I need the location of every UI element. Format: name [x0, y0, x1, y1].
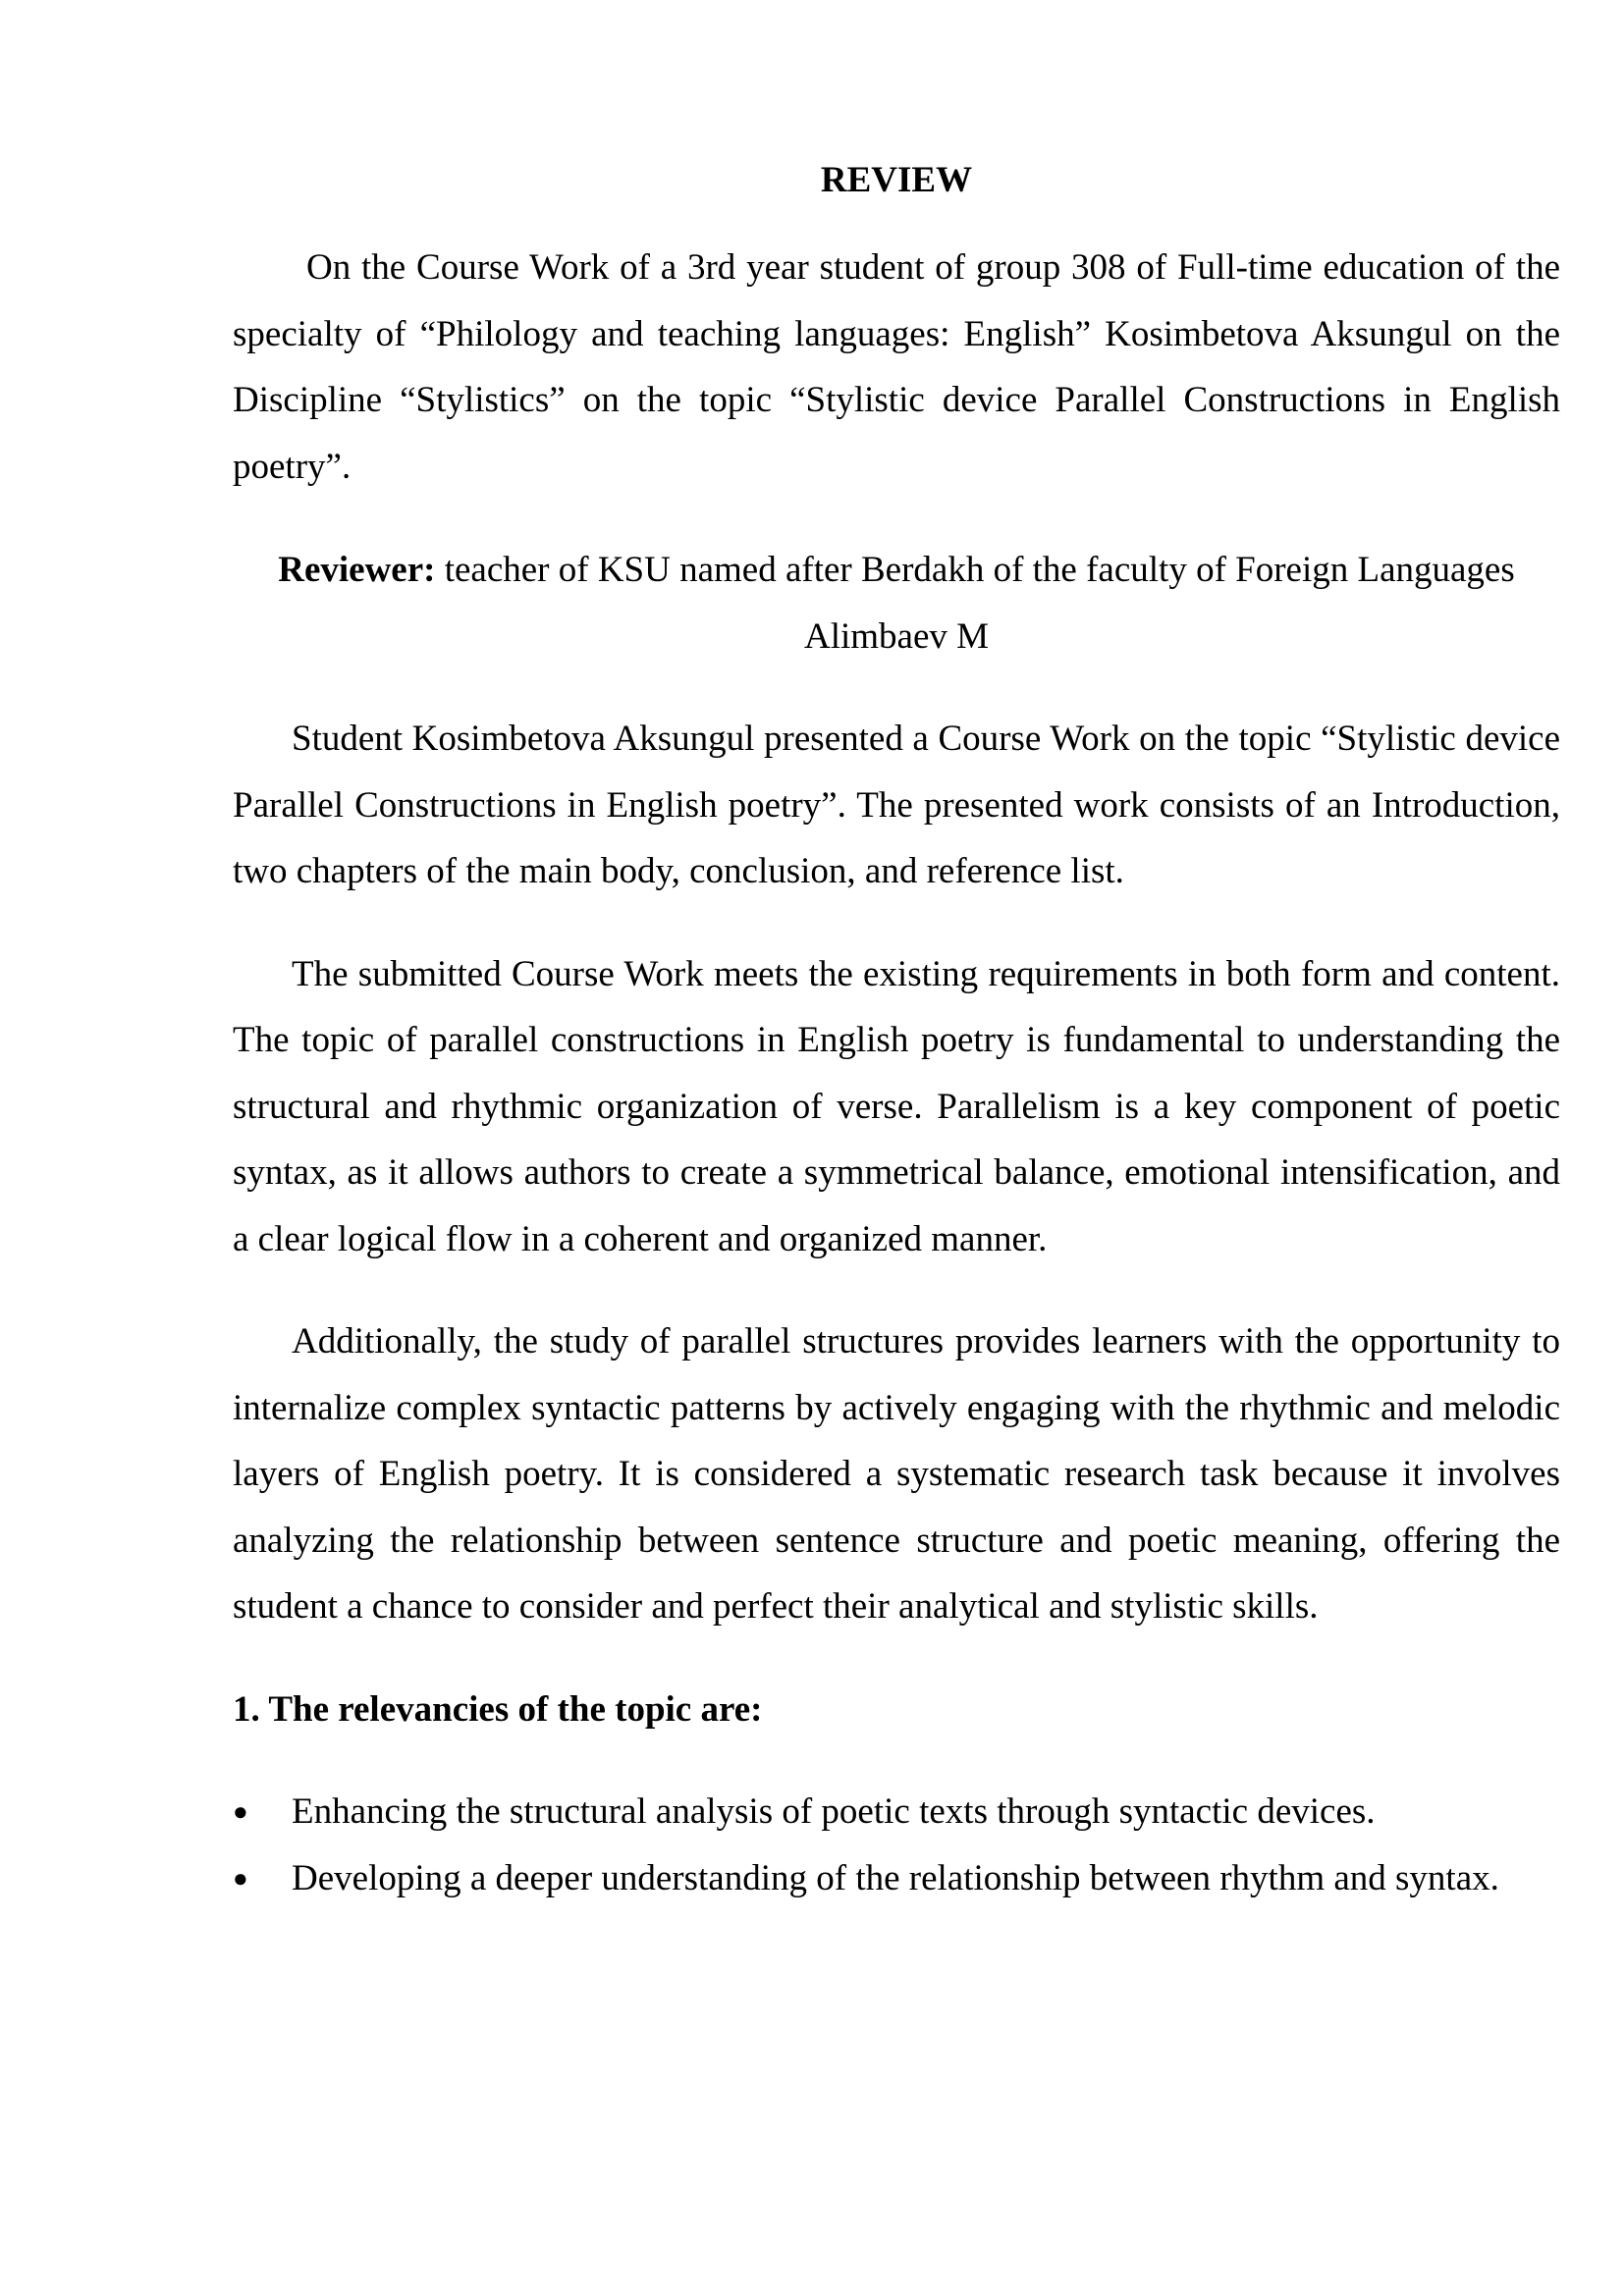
relevancies-list — [233, 1779, 1560, 1911]
reviewer-line — [233, 537, 1560, 669]
list-item-text: Developing a deeper understanding of the relationship between rhythm and syntax. — [292, 1857, 1499, 1898]
bullet-icon: ● — [233, 1797, 248, 1826]
reviewer-description: teacher of KSU named after Berdakh of the faculty of Foreign Languages — [435, 550, 1515, 590]
list-item-text: Enhancing the structural analysis of poetic texts through syntactic devices. — [292, 1791, 1376, 1832]
list-item — [233, 1845, 1560, 1912]
intro-paragraph: On the Course Work of a 3rd year student of group 308 of Full-time education of the specialty of “Philology and teaching languages: English” Kosimbetova Aksungul on the Discipline “Stylistics” on the topic “Stylistic device Parallel Constructions in English poetry”. — [233, 247, 1560, 487]
body-paragraph-3: Additionally, the study of parallel structures provides learners with the opportunity to internalize complex syntactic patterns by actively engaging with the rhythmic and melodic layers of English poetry. It is considered a systematic research task because it involves analyzing the relationship between sentence structure and poetic meaning, offering the student a chance to consider and perfect their analytical and stylistic skills. — [233, 1321, 1560, 1627]
section-heading: 1. The relevancies of the topic are: — [233, 1688, 763, 1730]
document-title: REVIEW — [820, 160, 973, 200]
bullet-icon: ● — [233, 1863, 248, 1893]
body-paragraph-2: The submitted Course Work meets the existing requirements in both form and content. The topic of parallel constructions in English poetry is fundamental to understanding the structural and rhythmic organization of verse. Parallelism is a key component of poetic syntax, as it allows authors to create a symmetrical balance, emotional intensification, and a clear logical flow in a coherent and organized manner. — [233, 953, 1560, 1259]
list-item — [233, 1779, 1560, 1845]
reviewer-label: Reviewer: — [278, 550, 436, 590]
reviewer-name: Alimbaev M — [803, 615, 990, 657]
document-body — [233, 147, 1560, 1911]
body-paragraph-1: Student Kosimbetova Aksungul presented a Course Work on the topic “Stylistic device Parallel Constructions in English poetry”. The presented work consists of an Introduction, two chapters of the main body, conclusion, and reference list. — [233, 719, 1560, 891]
